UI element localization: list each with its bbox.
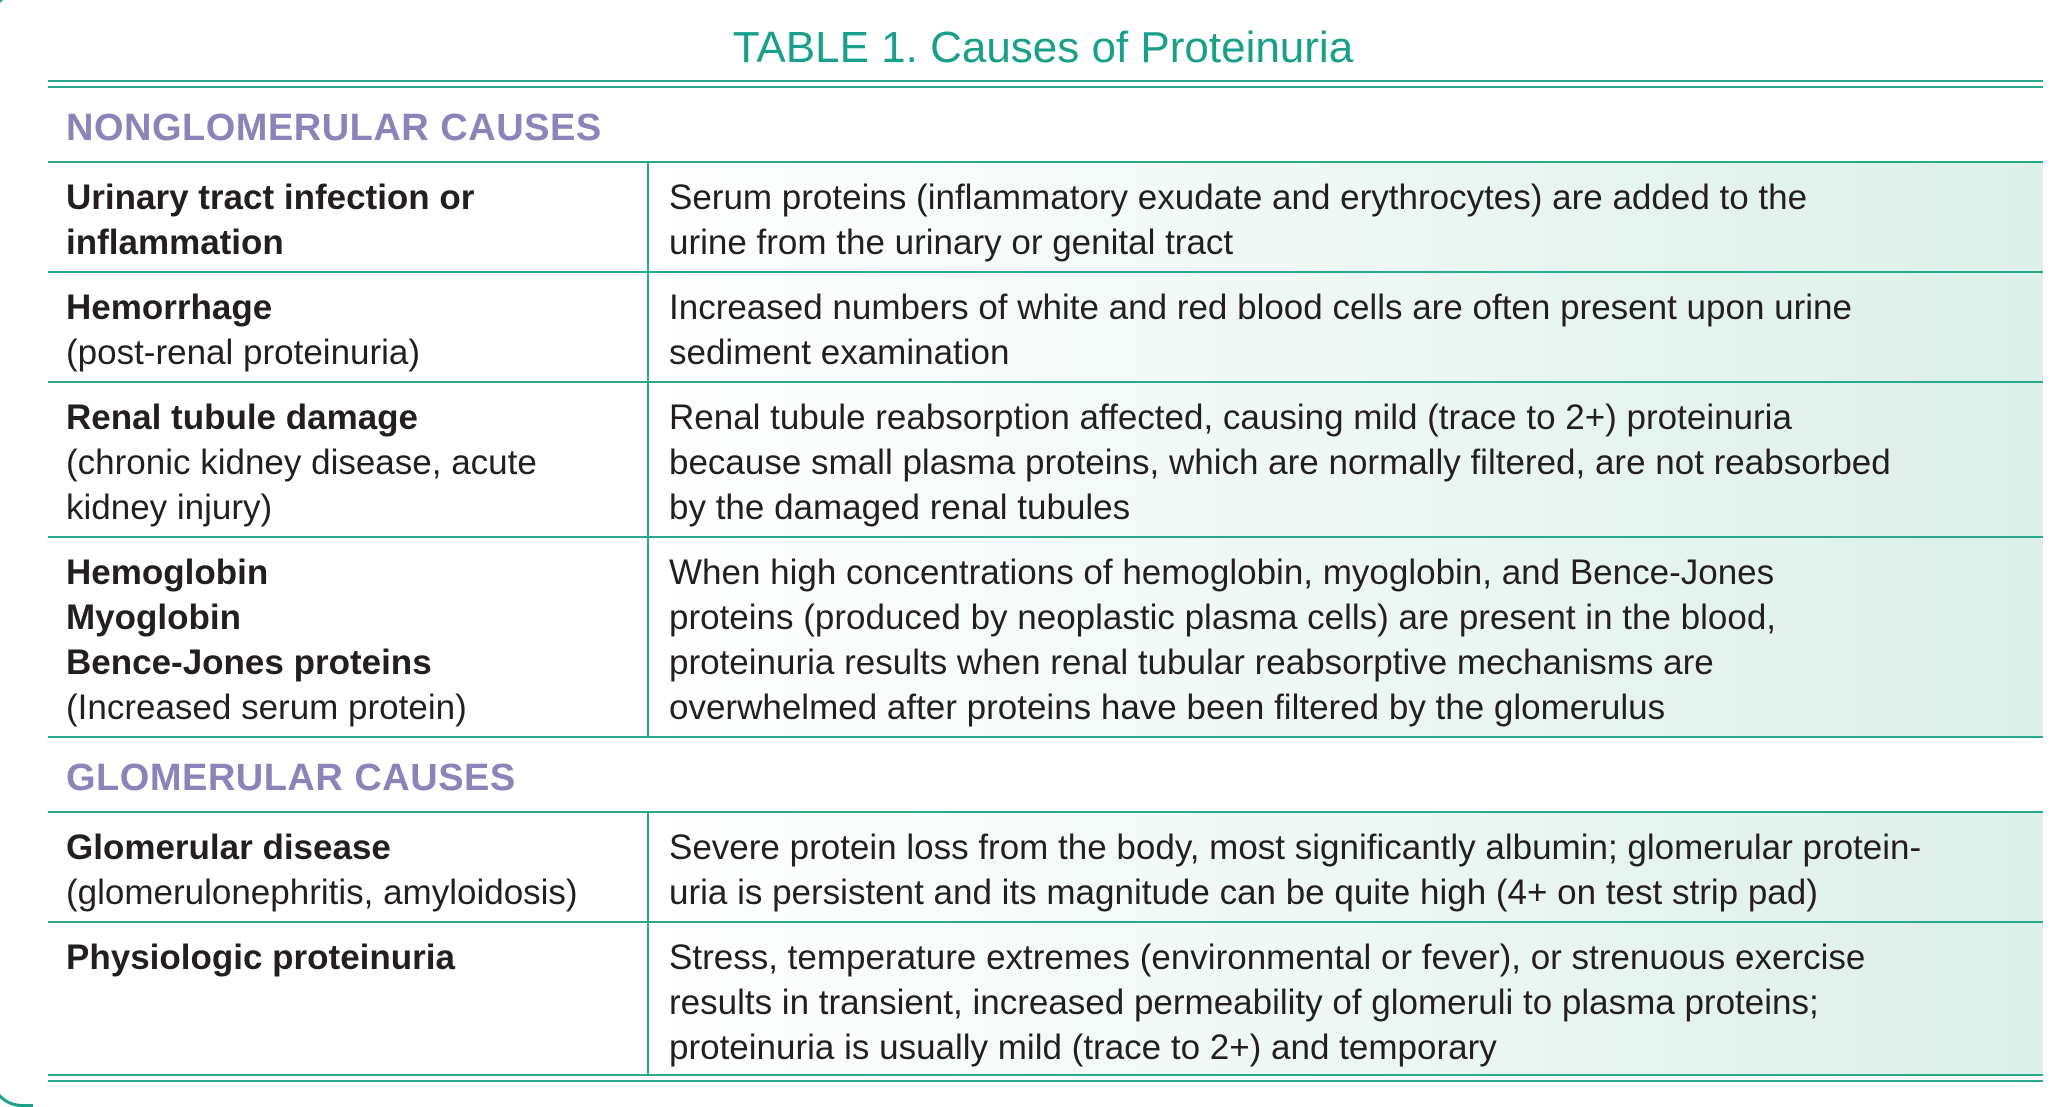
cause-note: (post-renal proteinuria) xyxy=(66,333,421,372)
description-line: When high concentrations of hemoglobin, myoglobin, and Bence-Jones xyxy=(669,553,1775,592)
section-heading: GLOMERULAR CAUSES xyxy=(66,757,516,799)
description-cell xyxy=(649,383,2043,536)
cause-name: inflammation xyxy=(66,223,284,262)
section-heading: NONGLOMERULAR CAUSES xyxy=(66,107,602,149)
cause-note: kidney injury) xyxy=(66,488,273,527)
table-title: TABLE 1. Causes of Proteinuria xyxy=(732,23,1354,72)
cause-name: Urinary tract infection or xyxy=(66,178,475,217)
description-cell xyxy=(649,813,2043,921)
corner-decoration xyxy=(0,1064,33,1107)
cause-name: Myoglobin xyxy=(66,598,241,637)
cause-cell xyxy=(48,163,649,271)
description-cell xyxy=(649,273,2043,381)
description-line: urine from the urinary or genital tract xyxy=(669,223,1234,262)
description-line: Increased numbers of white and red blood cells are often present upon urine xyxy=(669,288,1852,327)
cause-name: Glomerular disease xyxy=(66,828,391,867)
corner-decoration xyxy=(0,0,33,33)
description-line: by the damaged renal tubules xyxy=(669,488,1131,527)
table-row xyxy=(48,811,2043,921)
cause-note: (glomerulonephritis, amyloidosis) xyxy=(66,873,578,912)
cause-name: Bence-Jones proteins xyxy=(66,643,432,682)
cause-cell xyxy=(48,538,649,736)
description-cell xyxy=(649,163,2043,271)
description-line: results in transient, increased permeability of glomeruli to plasma proteins; xyxy=(669,983,1819,1022)
cause-cell xyxy=(48,273,649,381)
cause-name: Hemorrhage xyxy=(66,288,273,327)
description-line: Renal tubule reabsorption affected, causing mild (trace to 2+) proteinuria xyxy=(669,398,1792,437)
description-line: proteinuria is usually mild (trace to 2+) and temporary xyxy=(669,1028,1497,1067)
table-row xyxy=(48,161,2043,271)
description-line: Severe protein loss from the body, most significantly albumin; glomerular protein- xyxy=(669,828,1922,867)
cause-cell xyxy=(48,923,649,1074)
description-line: uria is persistent and its magnitude can be quite high (4+ on test strip pad) xyxy=(669,873,1818,912)
table-row xyxy=(48,536,2043,738)
cause-note: (Increased serum protein) xyxy=(66,688,467,727)
description-line: Stress, temperature extremes (environmental or fever), or strenuous exercise xyxy=(669,938,1866,977)
cause-name: Renal tubule damage xyxy=(66,398,419,437)
description-line: because small plasma proteins, which are normally filtered, are not reabsorbed xyxy=(669,443,1891,482)
causes-table xyxy=(48,80,2043,1082)
description-line: sediment examination xyxy=(669,333,1010,372)
cause-note: (chronic kidney disease, acute xyxy=(66,443,537,482)
description-line: Serum proteins (inflammatory exudate and erythrocytes) are added to the xyxy=(669,178,1808,217)
description-line: proteinuria results when renal tubular reabsorptive mechanisms are xyxy=(669,643,1714,682)
cause-name: Physiologic proteinuria xyxy=(66,938,455,977)
description-cell xyxy=(649,538,2043,736)
cause-cell xyxy=(48,813,649,921)
description-line: overwhelmed after proteins have been filtered by the glomerulus xyxy=(669,688,1666,727)
table-row xyxy=(48,921,2043,1076)
table-row xyxy=(48,381,2043,536)
cause-name: Hemoglobin xyxy=(66,553,269,592)
cause-cell xyxy=(48,383,649,536)
bottom-rule xyxy=(48,1076,2043,1082)
description-cell xyxy=(649,923,2043,1074)
table-row xyxy=(48,271,2043,381)
description-line: proteins (produced by neoplastic plasma cells) are present in the blood, xyxy=(669,598,1777,637)
